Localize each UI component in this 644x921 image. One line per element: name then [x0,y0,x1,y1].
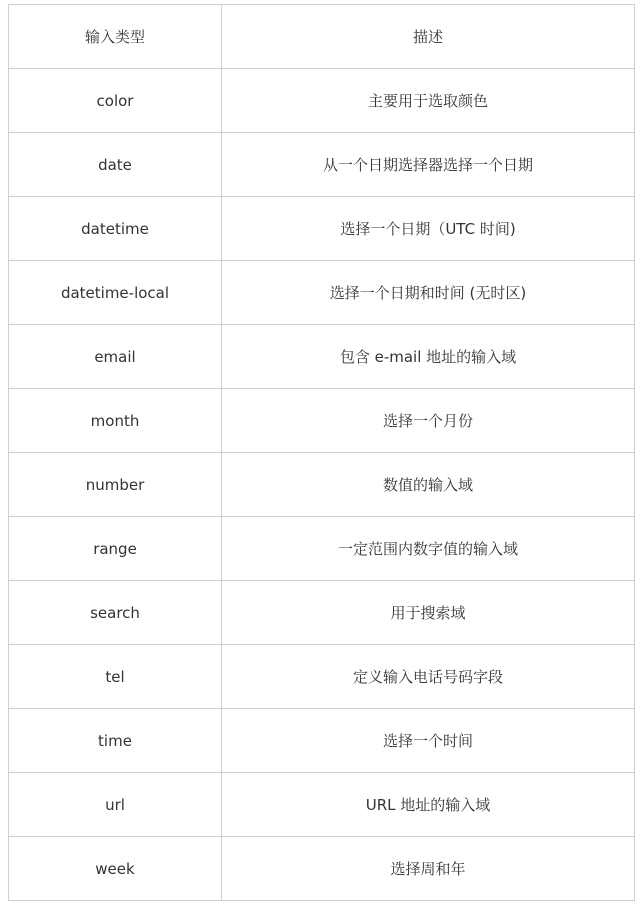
table-row [9,261,635,325]
description-cell: 定义输入电话号码字段 [222,645,635,709]
description-cell: 选择一个日期（UTC 时间) [222,197,635,261]
table-row [9,197,635,261]
description-cell: 用于搜索域 [222,581,635,645]
input-type-cell: time [9,709,222,773]
table-row [9,645,635,709]
input-type-cell: color [9,69,222,133]
table-row [9,517,635,581]
table-row [9,581,635,645]
input-type-cell: search [9,581,222,645]
input-types-table [8,4,635,901]
input-type-cell: number [9,453,222,517]
table-header-row [9,5,635,69]
description-cell: 选择一个月份 [222,389,635,453]
description-cell: 数值的输入域 [222,453,635,517]
header-description: 描述 [222,5,635,69]
input-type-cell: month [9,389,222,453]
description-cell: 选择一个日期和时间 (无时区) [222,261,635,325]
description-cell: 从一个日期选择器选择一个日期 [222,133,635,197]
input-types-table-container [8,4,635,901]
table-row [9,453,635,517]
input-type-cell: week [9,837,222,901]
input-type-cell: tel [9,645,222,709]
table-row [9,133,635,197]
description-cell: 选择周和年 [222,837,635,901]
input-type-cell: email [9,325,222,389]
table-row [9,389,635,453]
input-type-cell: range [9,517,222,581]
table-row [9,773,635,837]
table-row [9,709,635,773]
input-type-cell: datetime [9,197,222,261]
header-input-type: 输入类型 [9,5,222,69]
description-cell: 选择一个时间 [222,709,635,773]
table-row [9,325,635,389]
input-type-cell: url [9,773,222,837]
description-cell: 包含 e-mail 地址的输入域 [222,325,635,389]
description-cell: URL 地址的输入域 [222,773,635,837]
description-cell: 一定范围内数字值的输入域 [222,517,635,581]
table-row [9,837,635,901]
description-cell: 主要用于选取颜色 [222,69,635,133]
input-type-cell: date [9,133,222,197]
table-row [9,69,635,133]
input-type-cell: datetime-local [9,261,222,325]
